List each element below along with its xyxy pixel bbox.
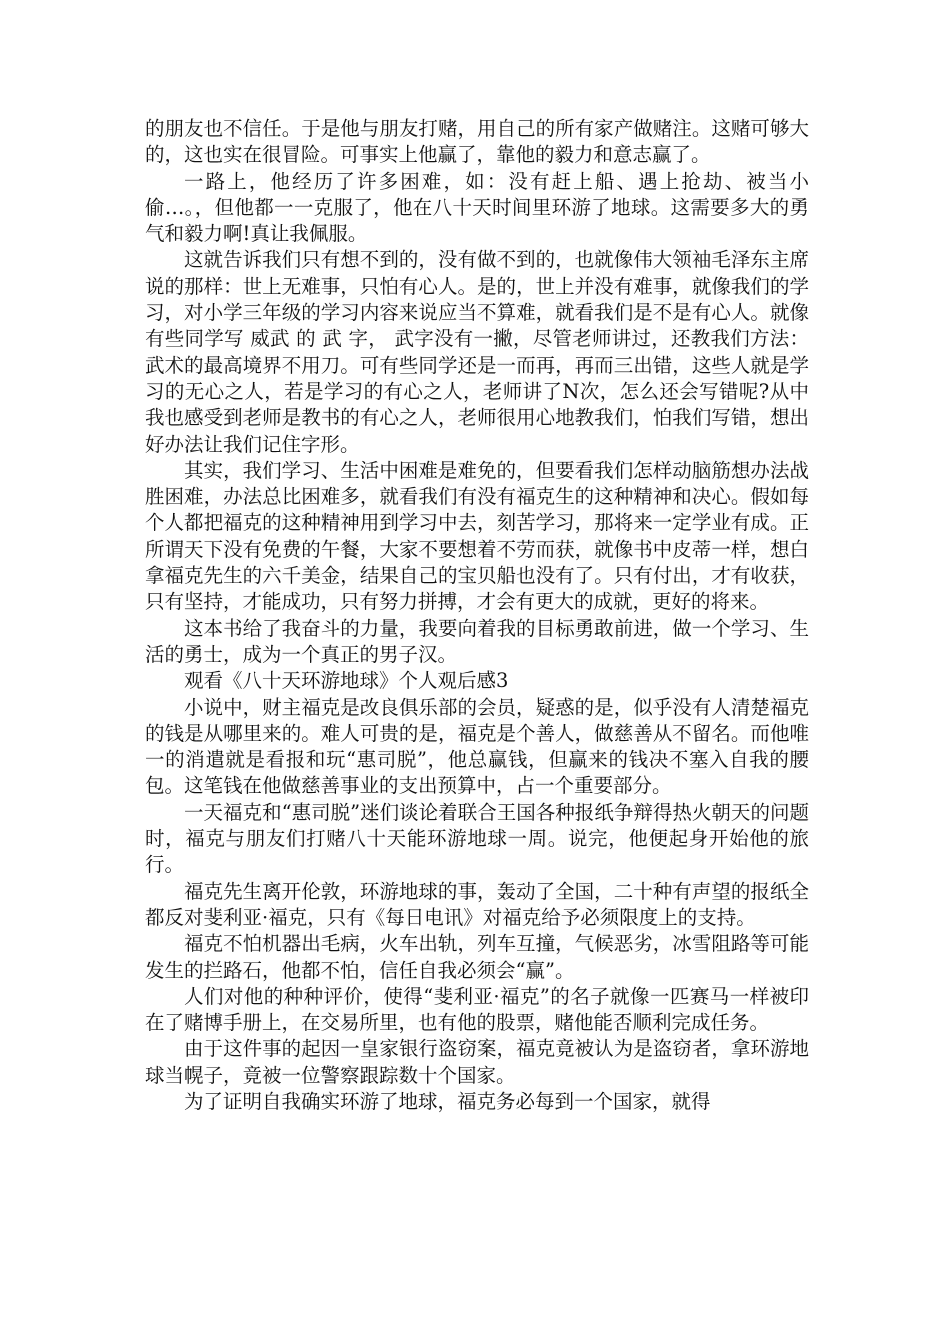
document-body: [145, 116, 809, 1115]
paragraph: 人们对他的种种评价，使得“斐利亚·福克”的名子就像一匹赛马一样被印在了赌博手册上，在交易所里，也有他的股票，赌他能否顺利完成任务。: [145, 984, 809, 1035]
paragraph: 小说中，财主福克是改良俱乐部的会员，疑惑的是，似乎没有人清楚福克的钱是从哪里来的。难人可贵的是，福克是个善人，做慈善从不留名。而他唯一的消遣就是看报和玩“惠司脱”，他总赢钱，但赢来的钱决不塞入自我的腰包。这笔钱在他做慈善事业的支出预算中，占一个重要部分。: [145, 695, 809, 798]
paragraph: 为了证明自我确实环游了地球，福克务必每到一个国家，就得: [184, 1089, 711, 1113]
paragraph: 的朋友也不信任。于是他与朋友打赌，用自己的所有家产做赌注。这赌可够大的，这也实在很冒险。可事实上他赢了，靠他的毅力和意志赢了。: [145, 117, 809, 167]
paragraph: 其实，我们学习、生活中困难是难免的，但要看我们怎样动脑筋想办法战胜困难，办法总比困难多，就看我们有没有福克生的这种精神和决心。假如每个人都把福克的这种精神用到学习中去，刻苦学习，那将来一定学业有成。正所谓天下没有免费的午餐，大家不要想着不劳而获，就像书中皮蒂一样，想白拿福克先生的六千美金，结果自己的宝贝船也没有了。只有付出，才有收获，只有坚持，才能成功，只有努力拼搏，才会有更大的成就，更好的将来。: [145, 458, 809, 614]
section-heading: 观看《八十天环游地球》个人观后感3: [184, 669, 509, 693]
paragraph: 一天福克和“惠司脱”迷们谈论着联合王国各种报纸争辩得热火朝天的问题时，福克与朋友们打赌八十天能环游地球一周。说完，他便起身开始他的旅行。: [145, 800, 809, 877]
paragraph: 这本书给了我奋斗的力量，我要向着我的目标勇敢前进，做一个学习、生活的勇士，成为一个真正的男子汉。: [145, 616, 809, 666]
paragraph: 福克先生离开伦敦，环游地球的事，轰动了全国，二十种有声望的报纸全都反对斐利亚·福克，只有《每日电讯》对福克给予必须限度上的支持。: [145, 879, 809, 929]
paragraph: 一路上，他经历了许多困难，如：没有赶上船、遇上抢劫、被当小偷…。，但他都一一克服了，他在八十天时间里环游了地球。这需要多大的勇气和毅力啊!真让我佩服。: [145, 169, 809, 246]
paragraph: 福克不怕机器出毛病，火车出轨，列车互撞，气候恶劣，冰雪阻路等可能发生的拦路石，他都不怕，信任自我必须会“赢”。: [145, 932, 809, 982]
paragraph: 由于这件事的起因一皇家银行盗窃案，福克竟被认为是盗窃者，拿环游地球当幌子，竟被一位警察跟踪数十个国家。: [145, 1037, 809, 1087]
paragraph: 这就告诉我们只有想不到的，没有做不到的，也就像伟大领袖毛泽东主席说的那样：世上无难事，只怕有心人。是的，世上并没有难事，就像我们的学习，对小学三年级的学习内容来说应当不算难，就看我们是不是有心人。就像有些同学写 威武 的 武 字， 武字没有一撇，尽管老师讲过，还教我们方法：武术的最高境界不用刀。可有些同学还是一而再，再而三出错，这些人就是学习的无心之人，若是学习的有心之人，老师讲了N次，怎么还会写错呢?从中我也感受到老师是教书的有心之人，老师很用心地教我们，怕我们写错，想出好办法让我们记住字形。: [145, 248, 809, 456]
